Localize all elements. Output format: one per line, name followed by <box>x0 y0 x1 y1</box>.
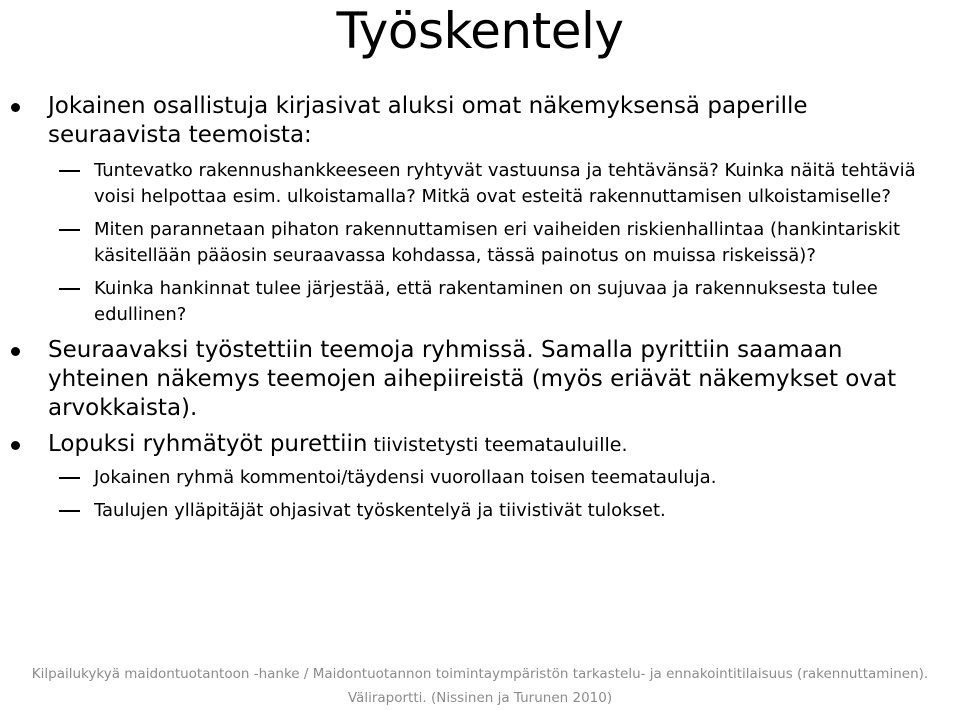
bullet-dot-icon <box>11 441 20 450</box>
bullet-text: Seuraavaksi työstettiin teemoja ryhmissä. Samalla pyrittiin saamaan yhteinen näkemys teemojen aihepiireistä (myös eriävät näkemykset ovat arvokkaista). <box>48 337 897 421</box>
bullet-dot-icon <box>11 347 20 356</box>
footer-line-2: Väliraportti. (Nissinen ja Turunen 2010) <box>347 690 613 706</box>
dash-icon <box>59 170 80 172</box>
dash-icon <box>59 288 80 290</box>
bullet-item-1 <box>48 92 928 150</box>
bullet-text-small: tiivistetysti teematauluille. <box>367 434 628 456</box>
dash-icon <box>59 510 80 512</box>
slide-footer <box>0 662 960 710</box>
sub-bullet-item-1-1 <box>94 158 924 210</box>
dash-icon <box>59 477 80 479</box>
bullet-text: Jokainen osallistuja kirjasivat aluksi omat näkemyksensä paperille seuraavista teemoista: <box>48 93 808 148</box>
bullet-text-large: Lopuksi ryhmätyöt purettiin <box>48 431 368 457</box>
bullet-dot-icon <box>11 103 20 112</box>
sub-bullet-text: Taulujen ylläpitäjät ohjasivat työskentelyä ja tiivistivät tulokset. <box>94 500 666 521</box>
sub-bullet-item-3-2 <box>94 498 924 524</box>
sub-bullet-text: Jokainen ryhmä kommentoi/täydensi vuorollaan toisen teematauluja. <box>94 467 717 488</box>
dash-icon <box>59 229 80 231</box>
sub-bullet-text: Miten parannetaan pihaton rakennuttamisen eri vaiheiden riskienhallintaa (hankintariskit käsitellään pääosin seuraavassa kohdassa, tässä painotus on muissa riskeissä)? <box>94 219 901 266</box>
sub-bullet-item-1-2 <box>94 217 924 269</box>
bullet-list <box>0 92 960 524</box>
sub-bullet-text: Kuinka hankinnat tulee järjestää, että rakentaminen on sujuvaa ja rakennuksesta tulee edullinen? <box>94 278 878 325</box>
footer-line-1: Kilpailukykyä maidontuotantoon -hanke / Maidontuotannon toimintaympäristön tarkastelu- ja ennakointitilaisuus (rakennuttaminen). <box>31 666 929 682</box>
sub-bullet-item-3-1 <box>94 465 924 491</box>
sub-bullet-text: Tuntevatko rakennushankkeeseen ryhtyvät vastuunsa ja tehtävänsä? Kuinka näitä tehtäviä voisi helpottaa esim. ulkoistamalla? Mitkä ovat esteitä rakennuttamisen ulkoistamiselle? <box>94 160 916 207</box>
sub-bullet-item-1-3 <box>94 276 924 328</box>
bullet-item-2 <box>48 336 928 423</box>
bullet-item-3 <box>48 430 928 460</box>
slide-title: Työskentely <box>336 2 624 60</box>
